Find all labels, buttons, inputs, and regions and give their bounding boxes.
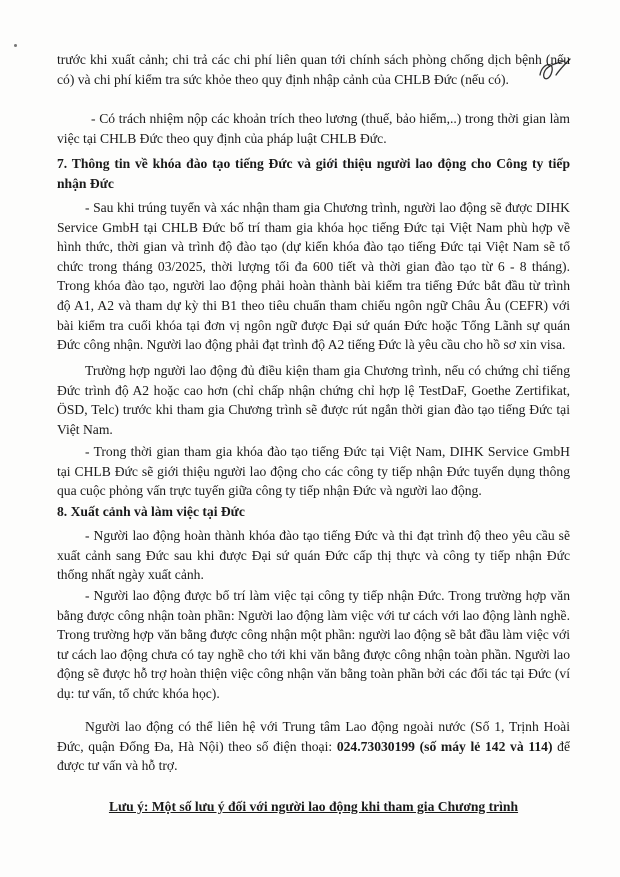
contact-phone: 024.73030199 (số máy lẻ 142 và 114) <box>336 738 553 754</box>
paragraph-tax-duty: - Có trách nhiệm nộp các khoản trích theo lương (thuế, bảo hiểm,..) trong thời gian làm việc tại CHLB Đức theo quy định của pháp luật CHLB Đức. <box>57 111 570 146</box>
paragraph-interview: - Trong thời gian tham gia khóa đào tạo tiếng Đức tại Việt Nam, DIHK Service GmbH tại CHLB Đức sẽ giới thiệu người lao động cho các công ty tiếp nhận Đức tuyển dụng thông qua cuộc phỏng vấn trực tuyến giữa công ty tiếp nhận Đức và người lao động. <box>57 444 570 499</box>
scan-speck <box>14 44 17 47</box>
note-label: Lưu ý: <box>108 798 149 814</box>
section-heading-8: 8. Xuất cảnh và làm việc tại Đức <box>57 504 245 519</box>
paragraph-continuation: trước khi xuất cảnh; chi trả các chi phí liên quan tới chính sách phòng chống dịch bệnh (nếu có) và chi phí kiểm tra sức khỏe theo quy định nhập cảnh của CHLB Đức (nếu có). <box>57 52 570 87</box>
contact-text: Người lao động có thể liên hệ với Trung tâm Lao động ngoài nước (Số 1, Trịnh Hoài Đức, quận Đống Đa, Hà Nội) theo số điện thoại: <box>57 719 570 754</box>
paragraph-employment: - Người lao động được bố trí làm việc tại công ty tiếp nhận Đức. Trong trường hợp văn bằng được công nhận toàn phần: Người lao động làm việc với tư cách với lao động lành nghề. Trong trường hợp văn bằng được công nhận một phần: người lao động sẽ bắt đầu làm việc với tư cách lao động chưa có tay nghề cho tới khi văn bằng được công nhận toàn phần. Người lao động sẽ được hỗ trợ hoàn thiện việc công nhận văn bằng toàn phần bởi các đối tác tại Đức (ví dụ: tư vấn, tổ chức khóa học). <box>57 588 570 701</box>
contact-suffix: để được tư vấn và hỗ trợ. <box>57 738 570 774</box>
note-heading <box>57 797 570 817</box>
section-heading-7: 7. Thông tin về khóa đào tạo tiếng Đức và giới thiệu người lao động cho Công ty tiếp nhận Đức <box>57 156 570 191</box>
paragraph-german-course: - Sau khi trúng tuyển và xác nhận tham gia Chương trình, người lao động sẽ được DIHK Service GmbH tại CHLB Đức bố trí tham gia khóa học tiếng Đức tại Việt Nam phù hợp về hình thức, thời gian và trình độ đào tạo (dự kiến khóa đào tạo tiếng Đức tại Việt Nam sẽ tổ chức trong tháng 03/2025, thời lượng tối đa 600 tiết và thời gian đào tạo từ 6 - 8 tháng). Trong khóa đào tạo, người lao động phải hoàn thành bài kiểm tra tiếng Đức bắt đầu từ trình độ A1, A2 và tham dự kỳ thi B1 theo tiêu chuẩn tham chiếu ngôn ngữ Châu Âu (CEFR) với bài kiểm tra cuối khóa tại đơn vị ngôn ngữ được Đại sứ quán Đức hoặc Tổng Lãnh sự quán Đức công nhận. Người lao động phải đạt trình độ A2 tiếng Đức là yêu cầu cho hồ sơ xin visa. <box>57 200 570 353</box>
note-title: Một số lưu ý đối với người lao động khi tham gia Chương trình <box>148 798 519 814</box>
paragraph-certificate: Trường hợp người lao động đủ điều kiện tham gia Chương trình, nếu có chứng chỉ tiếng Đức trình độ A2 hoặc cao hơn (chỉ chấp nhận chứng chỉ hợp lệ TestDaF, Goethe Zertifikat, ÖSD, Telc) trước khi tham gia Chương trình sẽ được rút ngắn thời gian đào tạo tiếng Đức tại Việt Nam. <box>57 363 570 437</box>
paragraph-departure: - Người lao động hoàn thành khóa đào tạo tiếng Đức và thi đạt trình độ theo yêu cầu sẽ xuất cảnh sang Đức sau khi được Đại sứ quán Đức cấp thị thực và công ty tiếp nhận Đức thống nhất ngày xuất cảnh. <box>57 528 570 583</box>
paragraph-contact <box>57 717 570 776</box>
